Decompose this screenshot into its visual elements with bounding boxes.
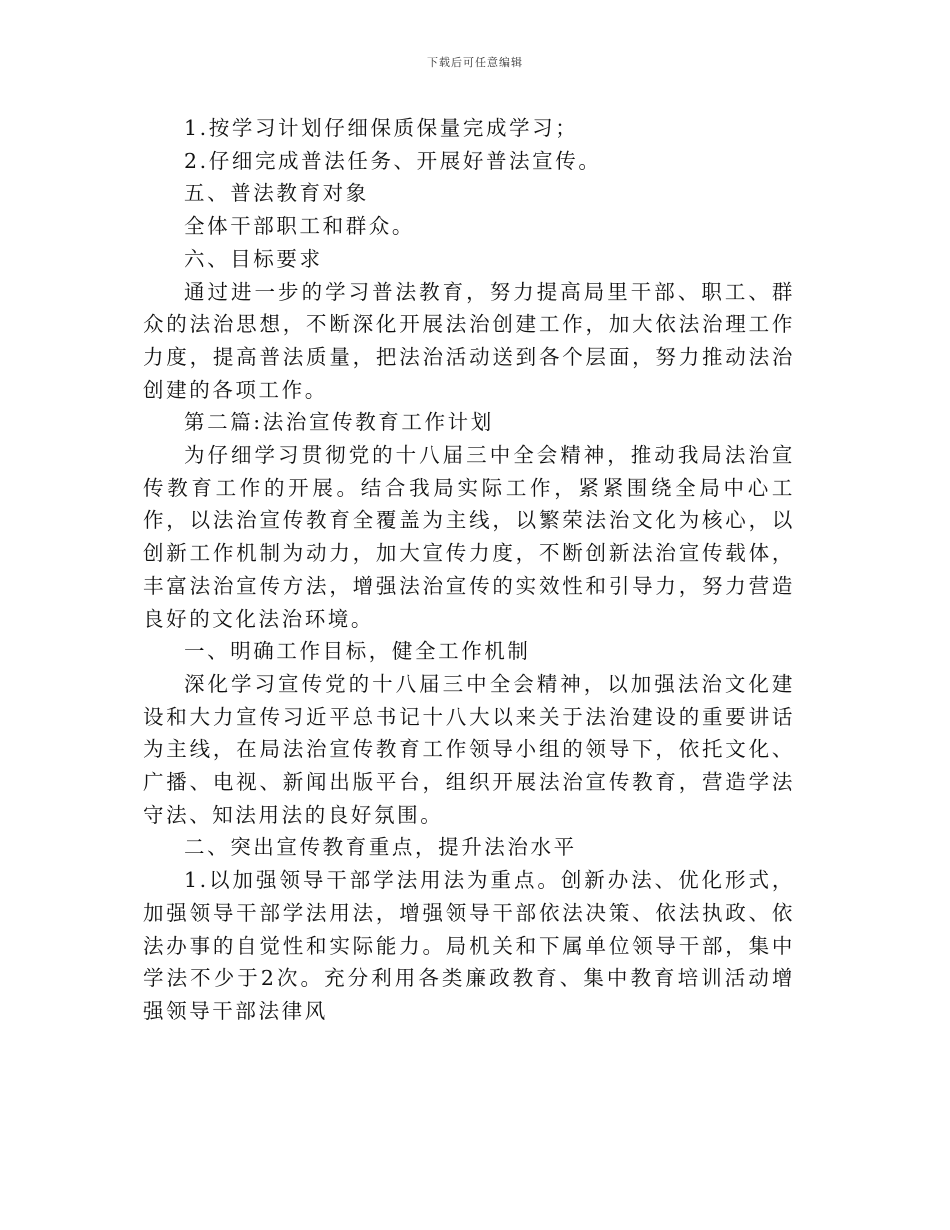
body-paragraph: 深化学习宣传党的十八届三中全会精神，以加强法治文化建设和大力宣传习近平总书记十八大以来关于法治建设的重要讲话为主线，在局法治宣传教育工作领导小组的领导下，依托文化、广播、电视、新闻出版平台，组织开展法治宣传教育，营造学法守法、知法用法的良好氛围。 bbox=[143, 671, 795, 827]
list-item: 2.仔细完成普法任务、开展好普法宣传。 bbox=[184, 148, 602, 173]
section-heading: 六、目标要求 bbox=[184, 246, 323, 271]
body-paragraph: 通过进一步的学习普法教育，努力提高局里干部、职工、群众的法治思想，不断深化开展法治创建工作，加大依法治理工作力度，提高普法质量，把法治活动送到各个层面，努力推动法治创建的各项工作。 bbox=[143, 279, 795, 402]
body-paragraph: 1.以加强领导干部学法用法为重点。创新办法、优化形式，加强领导干部学法用法，增强领导干部依法决策、依法执政、依法办事的自觉性和实际能力。局机关和下属单位领导干部，集中学法不少于2次。充分利用各类廉政教育、集中教育培训活动增强领导干部法律风 bbox=[143, 868, 795, 1023]
page-header: 下载后可任意编辑 bbox=[427, 56, 523, 69]
section-heading: 一、明确工作目标，健全工作机制 bbox=[184, 639, 531, 664]
section-heading: 二、突出宣传教育重点，提升法治水平 bbox=[184, 835, 577, 860]
list-item: 1.按学习计划仔细保质保量完成学习； bbox=[184, 116, 579, 140]
document-body bbox=[143, 112, 795, 1028]
section-heading: 五、普法教育对象 bbox=[184, 181, 369, 206]
body-paragraph: 全体干部职工和群众。 bbox=[184, 214, 415, 239]
body-paragraph: 为仔细学习贯彻党的十八届三中全会精神，推动我局法治宣传教育工作的开展。结合我局实际工作，紧紧围绕全局中心工作，以法治宣传教育全覆盖为主线，以繁荣法治文化为核心，以创新工作机制为动力，加大宣传力度，不断创新法治宣传载体，丰富法治宣传方法，增强法治宣传的实效性和引导力，努力营造良好的文化法治环境。 bbox=[143, 443, 795, 631]
part-title: 第二篇:法治宣传教育工作计划 bbox=[184, 410, 494, 435]
